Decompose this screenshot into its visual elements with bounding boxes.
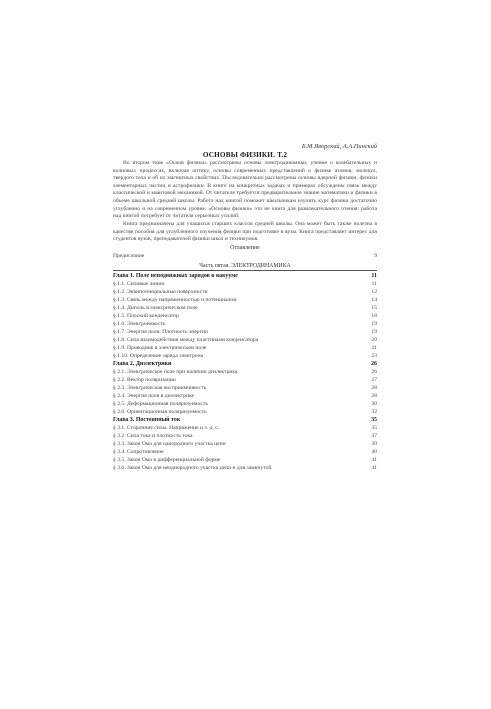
toc-section-row — [113, 392, 377, 400]
toc-entry-page: 11 — [371, 281, 377, 288]
toc-entry-label: § 3.5. Закон Ома в дифференциальной форме — [113, 457, 221, 464]
toc-section-row — [113, 464, 377, 472]
part-divider — [113, 270, 377, 271]
toc-entry-page: 20 — [371, 337, 377, 344]
toc-entry-label: § 1.2. Эквипотенциальные поверхности — [113, 289, 208, 296]
toc-section-row — [113, 408, 377, 416]
toc-entry-page: 32 — [371, 409, 377, 416]
toc-entry-page: 39 — [371, 441, 377, 448]
toc-chapter-row — [113, 416, 377, 424]
toc-entry-label: § 2.4. Энергия поля в диэлектрике — [113, 393, 195, 400]
toc-section-row — [113, 456, 377, 464]
toc-entry-page: 30 — [371, 401, 377, 408]
toc-entry-page: 37 — [371, 433, 377, 440]
toc-entry-page: 27 — [371, 377, 377, 384]
toc-entry-label: Глава 1. Поле неподвижных зарядов в вакууме — [113, 273, 238, 280]
toc-entry-page: 35 — [371, 425, 377, 432]
toc-entry-page: 15 — [371, 305, 377, 312]
toc-entry-page: 28 — [371, 393, 377, 400]
toc-entry-page: 19 — [371, 321, 377, 328]
toc-entry-label: § 2.2. Вектор поляризации — [113, 377, 176, 384]
toc-section-row — [113, 448, 377, 456]
toc-list — [113, 272, 377, 472]
annotation-paragraph: Во втором томе «Основ физики» рассмотрены основы электродинамики, учение о колебательных и волновых процессах, включая оптику, основы современных представлений о физике атомов, молекул, твердого тела и об их магнитных свойствах. Последовательно рассмотрены основы ядерной физики, физики элементарных частиц и астрофизики. В книге на конкретных задачах и примерах обсуждены связь между классической и квантовой механикой. От читателя требуется предварительное знание математики и физики в объеме школьной средней школы. Работа над книгой поможет школьникам изучить курс физики достаточно углубленно и на современном уровне. «Основы физики» это не книга для развлекательного чтения: работа над книгой потребует от читателя серьезных усилий. — [113, 160, 377, 220]
toc-entry-label: § 3.3. Закон Ома для однородного участка цепи — [113, 441, 226, 448]
toc-section-row — [113, 424, 377, 432]
toc-entry-page: 14 — [371, 297, 377, 304]
toc-entry-label: § 1.5. Плоский конденсатор — [113, 313, 179, 320]
toc-entry-page: 28 — [371, 385, 377, 392]
part-title: Часть пятая. ЭЛЕКТРОДИНАМИКА — [199, 263, 291, 270]
toc-entry-page: 19 — [371, 329, 377, 336]
toc-entry-label: § 1.10. Определение заряда электрона — [113, 353, 204, 360]
toc-entry-label: § 1.9. Проводник в электрическом поле — [113, 345, 207, 352]
toc-section-row — [113, 400, 377, 408]
book-title: ОСНОВЫ ФИЗИКИ. Т.2 — [202, 151, 288, 159]
toc-chapter-row — [113, 360, 377, 368]
toc-entry-label: § 3.4. Сопротивление — [113, 449, 164, 456]
toc-chapter-row — [113, 272, 377, 280]
toc-entry-label: § 2.3. Электрическая восприимчивость — [113, 385, 206, 392]
toc-section-row — [113, 280, 377, 288]
toc-section-row — [113, 320, 377, 328]
toc-entry-page: 23 — [371, 353, 377, 360]
page-content — [113, 143, 377, 472]
toc-preface-page: 9 — [374, 253, 377, 260]
toc-entry-label: § 1.3. Связь между напряженностью и потенциалом — [113, 297, 237, 304]
toc-entry-page: 41 — [371, 457, 377, 464]
toc-entry-page: 40 — [371, 449, 377, 456]
toc-entry-label: Глава 3. Постоянный ток — [113, 417, 181, 424]
toc-entry-label: § 1.4. Диполь в электрическом поле — [113, 305, 198, 312]
toc-entry-label: § 3.2. Сила тока и плотность тока — [113, 433, 193, 440]
toc-entry-page: 12 — [371, 289, 377, 296]
toc-section-row — [113, 296, 377, 304]
toc-section-row — [113, 288, 377, 296]
toc-entry-page: 21 — [371, 345, 377, 352]
toc-preface — [113, 252, 377, 261]
toc-section-row — [113, 440, 377, 448]
toc-section-row — [113, 352, 377, 360]
toc-entry-page: 26 — [371, 361, 377, 368]
toc-entry-label: § 3.1. Сторонние силы. Напряжение и э. д. с. — [113, 425, 220, 432]
toc-entry-label: § 3.6. Закон Ома для неоднородного участка цепи и для замкнутой — [113, 465, 272, 472]
toc-entry-page: 41 — [371, 465, 377, 472]
toc-entry-label: § 1.8. Сила взаимодействия между пластинами конденсатора — [113, 337, 259, 344]
toc-section-row — [113, 304, 377, 312]
toc-entry-page: 11 — [371, 273, 377, 280]
toc-entry-page: 35 — [371, 417, 377, 424]
toc-entry-label: § 1.6. Электроемкость — [113, 321, 166, 328]
toc-section-row — [113, 312, 377, 320]
toc-section-row — [113, 368, 377, 376]
toc-entry-label: § 2.1. Электрическое поле при наличии диэлектрика — [113, 369, 238, 376]
annotation-paragraph: Книга предназначена для учащихся старших классов средней школы. Она может быть также полезна в качестве пособия для углубленного изучения физики при подготовке в вузы. Книга представляет интерес для студентов вузов, преподавателей физики школ и техникумов. — [113, 221, 377, 243]
toc-entry-label: § 2.5. Деформационная поляризуемость — [113, 401, 208, 408]
toc-section-row — [113, 376, 377, 384]
toc-preface-label: Предисловие — [113, 253, 145, 260]
toc-entry-label: § 1.7. Энергия поля. Плотность энергии — [113, 329, 208, 336]
toc-entry-label: § 1.1. Силовые линии — [113, 281, 165, 288]
book-authors: Б.М.Яворский, А.А.Пинский — [301, 143, 377, 150]
toc-entry-page: 18 — [371, 313, 377, 320]
toc-entry-page: 26 — [371, 369, 377, 376]
toc-section-row — [113, 432, 377, 440]
toc-entry-label: Глава 2. Диэлектрики — [113, 361, 172, 368]
toc-entry-label: § 2.6. Ориентационная поляризуемость — [113, 409, 207, 416]
toc-section-row — [113, 336, 377, 344]
toc-section-row — [113, 344, 377, 352]
toc-section-row — [113, 384, 377, 392]
toc-section-row — [113, 328, 377, 336]
contents-heading: Оглавление — [230, 245, 260, 252]
